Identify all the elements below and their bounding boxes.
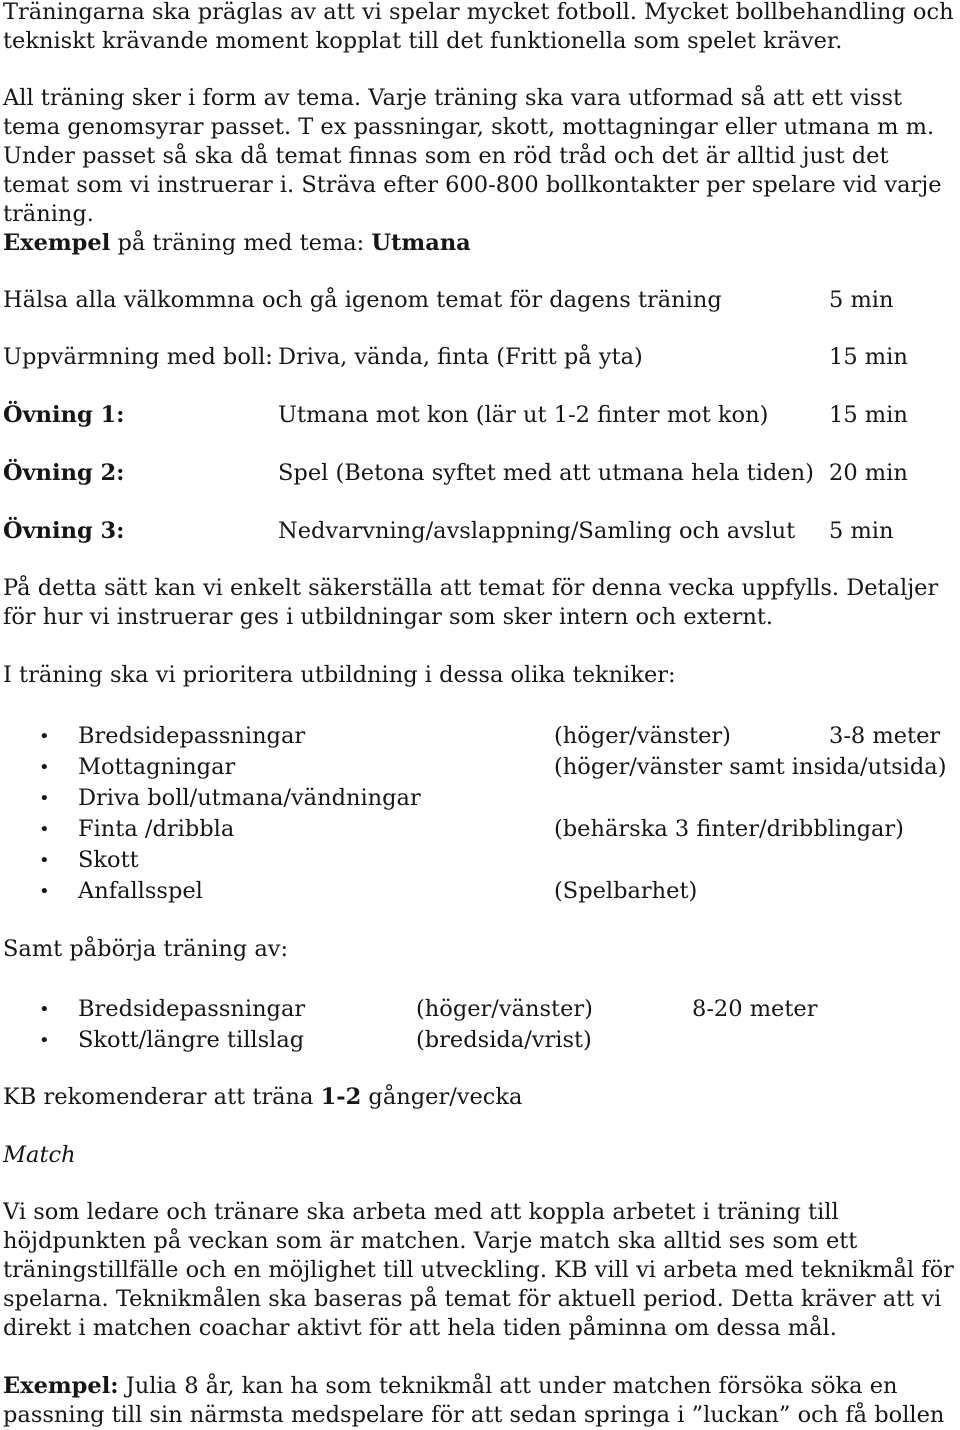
technique-name: Bredsidepassningar bbox=[78, 723, 306, 749]
schedule-time: 15 min bbox=[829, 402, 908, 428]
example-theme: Utmana bbox=[371, 230, 471, 256]
list-item bbox=[3, 995, 958, 1025]
technique-name: Anfallsspel bbox=[78, 878, 203, 904]
schedule-row bbox=[3, 286, 958, 316]
technique-extra: 8-20 meter bbox=[692, 996, 818, 1022]
final-example bbox=[3, 1372, 958, 1430]
bullet-icon: • bbox=[39, 819, 50, 840]
bullet-icon: • bbox=[39, 999, 50, 1020]
schedule-time: 5 min bbox=[829, 287, 894, 313]
schedule-label: Övning 1: bbox=[3, 402, 125, 428]
schedule-label: Uppvärmning med boll: bbox=[3, 344, 273, 370]
recommendation-pre: KB rekomenderar att träna bbox=[3, 1084, 321, 1110]
final-example-label: Exempel: bbox=[3, 1373, 119, 1399]
schedule-time: 20 min bbox=[829, 460, 908, 486]
technique-name: Skott/längre tillslag bbox=[78, 1027, 305, 1053]
bullet-icon: • bbox=[39, 757, 50, 778]
recommendation-frequency: 1-2 bbox=[320, 1084, 362, 1110]
list-item bbox=[3, 877, 958, 907]
schedule-desc: Driva, vända, finta (Fritt på yta) bbox=[278, 344, 643, 370]
technique-name: Driva boll/utmana/vändningar bbox=[78, 785, 421, 811]
example-heading bbox=[3, 229, 958, 258]
example-label: Exempel bbox=[3, 230, 111, 256]
schedule-label: Övning 3: bbox=[3, 518, 125, 544]
schedule-row bbox=[3, 459, 958, 489]
intro-paragraph-2: All träning sker i form av tema. Varje träning ska vara utformad så att ett visst tema genomsyrar passet. T ex passningar, skott, mottagningar eller utmana m m. Under passet så ska då temat finnas som en röd tråd och det är alltid just det temat som vi instruerar i. Sträva efter 600-800 bollkontakter per spelare vid varje träning. bbox=[3, 85, 942, 227]
bullet-icon: • bbox=[39, 788, 50, 809]
schedule-time: 5 min bbox=[829, 518, 894, 544]
bullet-icon: • bbox=[39, 881, 50, 902]
technique-name: Skott bbox=[78, 847, 139, 873]
final-example-text: Julia 8 år, kan ha som teknikmål att under matchen försöka söka en passning till sin närmsta medspelare för att sedan springa i ”luckan” och få bollen bbox=[3, 1373, 945, 1428]
technique-name: Finta /dribbla bbox=[78, 816, 235, 842]
technique-detail: (bredsida/vrist) bbox=[416, 1027, 592, 1053]
list-item bbox=[3, 815, 958, 845]
list-item bbox=[3, 784, 958, 814]
schedule-row bbox=[3, 343, 958, 373]
technique-name: Bredsidepassningar bbox=[78, 996, 306, 1022]
begin-heading: Samt påbörja träning av: bbox=[3, 936, 289, 962]
technique-detail: (höger/vänster) bbox=[554, 723, 731, 749]
schedule-time: 15 min bbox=[829, 344, 908, 370]
list-item bbox=[3, 722, 958, 752]
intro-paragraph-1: Träningarna ska präglas av att vi spelar mycket fotboll. Mycket bollbehandling och tekniskt krävande moment kopplat till det funktionella som spelet kräver. bbox=[3, 0, 954, 54]
bullet-icon: • bbox=[39, 726, 50, 747]
schedule-desc: Spel (Betona syftet med att utmana hela tiden) bbox=[278, 460, 814, 486]
schedule-desc: Utmana mot kon (lär ut 1-2 finter mot kon) bbox=[278, 402, 769, 428]
technique-extra: 3-8 meter bbox=[829, 723, 941, 749]
recommendation-post: gånger/vecka bbox=[361, 1084, 523, 1110]
list-item bbox=[3, 846, 958, 876]
schedule-desc: Nedvarvning/avslappning/Samling och avslut bbox=[278, 518, 796, 544]
bullet-icon: • bbox=[39, 1030, 50, 1051]
bullet-icon: • bbox=[39, 850, 50, 871]
schedule-row bbox=[3, 517, 958, 547]
technique-detail: (behärska 3 finter/dribblingar) bbox=[554, 816, 904, 842]
technique-detail: (höger/vänster) bbox=[416, 996, 593, 1022]
example-middle: på träning med tema: bbox=[110, 230, 372, 256]
technique-detail: (höger/vänster samt insida/utsida) bbox=[554, 754, 947, 780]
technique-name: Mottagningar bbox=[78, 754, 236, 780]
after-schedule-paragraph: På detta sätt kan vi enkelt säkerställa att temat för denna vecka uppfylls. Detaljer för hur vi instruerar ges i utbildningar som sker intern och externt. bbox=[3, 575, 939, 630]
match-heading: Match bbox=[3, 1142, 76, 1168]
technique-detail: (Spelbarhet) bbox=[554, 878, 698, 904]
schedule-label: Hälsa alla välkommna och gå igenom temat för dagens träning bbox=[3, 287, 722, 313]
schedule-label: Övning 2: bbox=[3, 460, 125, 486]
schedule-row bbox=[3, 401, 958, 431]
priority-heading: I träning ska vi prioritera utbildning i dessa olika tekniker: bbox=[3, 662, 676, 688]
list-item bbox=[3, 1026, 958, 1056]
list-item bbox=[3, 753, 958, 783]
recommendation bbox=[3, 1083, 958, 1112]
match-paragraph: Vi som ledare och tränare ska arbeta med att koppla arbetet i träning till höjdpunkten på veckan som är matchen. Varje match ska alltid ses som ett träningstillfälle och en möjlighet till utveckling. KB vill vi arbeta med teknikmål för spelarna. Teknikmålen ska baseras på temat för aktuell period. Detta kräver att vi direkt i matchen coachar aktivt för att hela tiden påminna om dessa mål. bbox=[3, 1199, 954, 1341]
